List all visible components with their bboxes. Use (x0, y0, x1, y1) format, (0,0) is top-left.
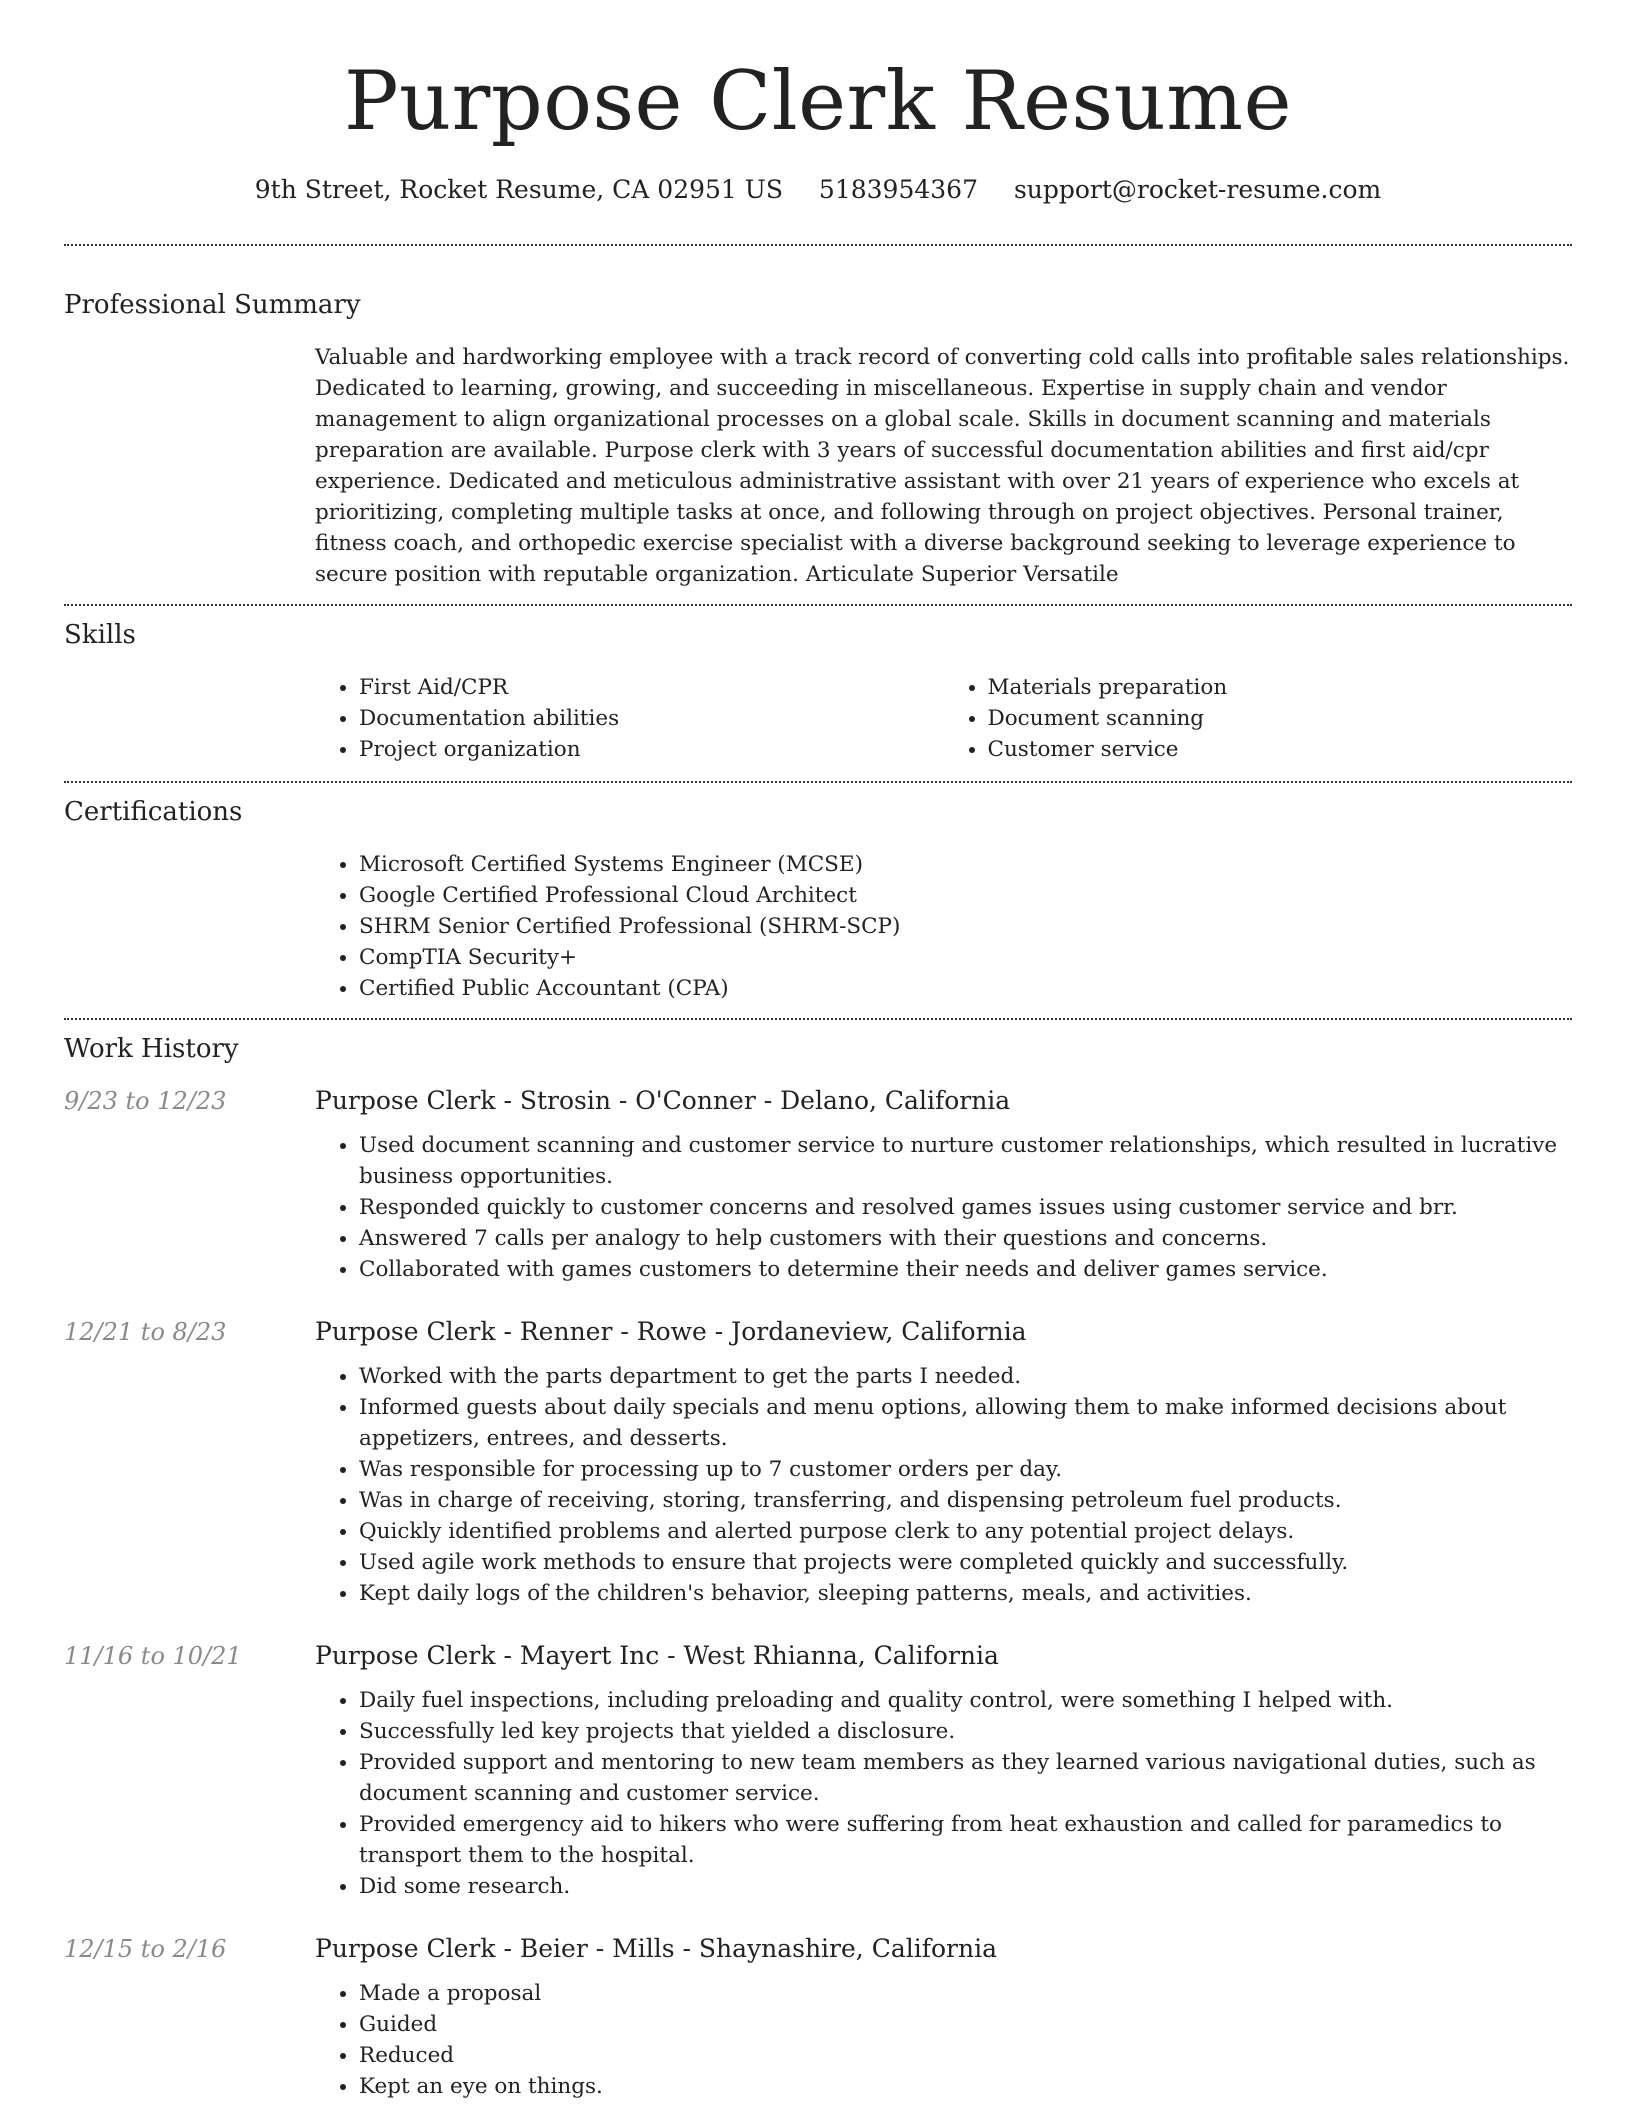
job-bullet: • Guided (359, 2009, 1572, 2040)
contact-line (64, 172, 1572, 208)
resume-header (64, 0, 1572, 208)
section-certifications (64, 783, 1572, 1018)
job-body (315, 1639, 1572, 1902)
resume-page (64, 0, 1572, 2102)
certification-item: • Certified Public Accountant (CPA) (359, 973, 1572, 1004)
job-bullet: • Provided support and mentoring to new team members as they learned various navigational duties, such as document scanning and customer service. (359, 1747, 1572, 1809)
section-professional-summary (64, 246, 1572, 604)
job-bullets (315, 1685, 1572, 1902)
certifications-list (315, 849, 1572, 1004)
skill-item: • Project organization (359, 734, 944, 765)
job-dates: 12/21 to 8/23 (64, 1318, 227, 1346)
job-bullet: • Did some research. (359, 1871, 1572, 1902)
resume-title: Purpose Clerk Resume (343, 55, 1293, 149)
certification-item: • CompTIA Security+ (359, 942, 1572, 973)
section-title-certifications: Certifications (64, 797, 243, 827)
job-bullet: • Reduced (359, 2040, 1572, 2071)
skills-grid (315, 672, 1572, 765)
job-bullet: • Used agile work methods to ensure that projects were completed quickly and successfully. (359, 1547, 1572, 1578)
job-bullet: • Informed guests about daily specials and menu options, allowing them to make informed decisions about appetizers, entrees, and desserts. (359, 1392, 1572, 1454)
job-bullet: • Successfully led key projects that yielded a disclosure. (359, 1716, 1572, 1747)
contact-email: support@rocket-resume.com (1013, 175, 1382, 204)
skill-item: • First Aid/CPR (359, 672, 944, 703)
job-bullet: • Responded quickly to customer concerns and resolved games issues using customer service and brr. (359, 1192, 1572, 1223)
job-title: Purpose Clerk - Renner - Rowe - Jordaneview, California (315, 1317, 1027, 1346)
job-entry (64, 1639, 1572, 1902)
skill-item: • Document scanning (988, 703, 1573, 734)
job-bullet: • Used document scanning and customer service to nurture customer relationships, which resulted in lucrative business opportunities. (359, 1130, 1572, 1192)
job-dates: 9/23 to 12/23 (64, 1087, 227, 1115)
job-dates: 12/15 to 2/16 (64, 1935, 227, 1963)
job-bullet: • Was responsible for processing up to 7 customer orders per day. (359, 1454, 1572, 1485)
certification-item: • Google Certified Professional Cloud Architect (359, 880, 1572, 911)
job-bullets (315, 1978, 1572, 2102)
section-work-history (64, 1020, 1572, 2102)
job-title: Purpose Clerk - Beier - Mills - Shaynashire, California (315, 1934, 997, 1963)
job-bullet: • Kept an eye on things. (359, 2071, 1572, 2102)
skill-item: • Documentation abilities (359, 703, 944, 734)
job-bullet: • Kept daily logs of the children's behavior, sleeping patterns, meals, and activities. (359, 1578, 1572, 1609)
contact-phone: 5183954367 (818, 175, 978, 204)
skill-item: • Customer service (988, 734, 1573, 765)
certification-item: • Microsoft Certified Systems Engineer (MCSE) (359, 849, 1572, 880)
section-title-work-history: Work History (64, 1034, 239, 1064)
certification-item: • SHRM Senior Certified Professional (SHRM-SCP) (359, 911, 1572, 942)
job-bullet: • Daily fuel inspections, including preloading and quality control, were something I helped with. (359, 1685, 1572, 1716)
skill-item: • Materials preparation (988, 672, 1573, 703)
job-bullets (315, 1130, 1572, 1285)
job-body (315, 1315, 1572, 1609)
job-entry (64, 1932, 1572, 2102)
job-entry (64, 1084, 1572, 1285)
skills-list-right (944, 672, 1573, 765)
job-bullets (315, 1361, 1572, 1609)
summary-text: Valuable and hardworking employee with a track record of converting cold calls into profitable sales relationships. Dedicated to learning, growing, and succeeding in miscellaneous. Expertise in supply chain and vendor management to align organizational processes on a global scale. Skills in document scanning and materials preparation are available. Purpose clerk with 3 years of successful documentation abilities and first aid/cpr experience. Dedicated and meticulous administrative assistant with over 21 years of experience who excels at prioritizing, completing multiple tasks at once, and following through on project objectives. Personal trainer, fitness coach, and orthopedic exercise specialist with a diverse background seeking to leverage experience to secure position with reputable organization. Articulate Superior Versatile (315, 345, 1570, 587)
job-bullet: • Quickly identified problems and alerted purpose clerk to any potential project delays. (359, 1516, 1572, 1547)
job-dates: 11/16 to 10/21 (64, 1642, 242, 1670)
job-entry (64, 1315, 1572, 1609)
certifications-content (315, 849, 1572, 1004)
job-bullet: • Was in charge of receiving, storing, transferring, and dispensing petroleum fuel products. (359, 1485, 1572, 1516)
job-body (315, 1932, 1572, 2102)
job-title: Purpose Clerk - Strosin - O'Conner - Delano, California (315, 1086, 1011, 1115)
contact-address: 9th Street, Rocket Resume, CA 02951 US (254, 175, 783, 204)
section-skills (64, 606, 1572, 781)
job-bullet: • Collaborated with games customers to determine their needs and deliver games service. (359, 1254, 1572, 1285)
job-bullet: • Worked with the parts department to get the parts I needed. (359, 1361, 1572, 1392)
job-bullet: • Provided emergency aid to hikers who were suffering from heat exhaustion and called for paramedics to transport them to the hospital. (359, 1809, 1572, 1871)
job-body (315, 1084, 1572, 1285)
job-title: Purpose Clerk - Mayert Inc - West Rhianna, California (315, 1641, 999, 1670)
job-bullet: • Made a proposal (359, 1978, 1572, 2009)
skills-list-left (315, 672, 944, 765)
job-bullet: • Answered 7 calls per analogy to help customers with their questions and concerns. (359, 1223, 1572, 1254)
section-title-summary: Professional Summary (64, 290, 361, 320)
section-title-skills: Skills (64, 620, 136, 650)
